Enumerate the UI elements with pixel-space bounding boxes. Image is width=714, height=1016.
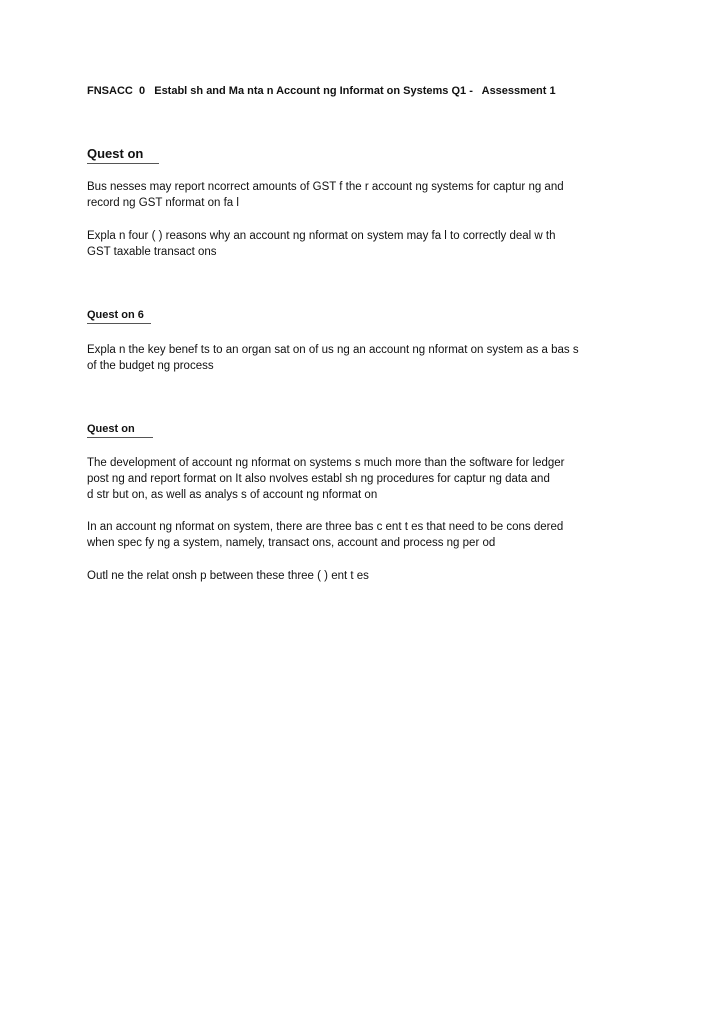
- question-paragraph: In an account ng nformat on system, there are three bas c ent t es that need to be cons dered when spec fy ng a system, namely, transact ons, account and process ng per od: [87, 521, 564, 549]
- question-paragraph: Expla n four ( ) reasons why an account ng nformat on system may fa l to correctly deal w th GST taxable transact ons: [87, 230, 556, 258]
- question-paragraph: Expla n the key benef ts to an organ sat on of us ng an account ng nformat on system as a bas s of the budget ng process: [87, 344, 579, 372]
- question-heading: Quest on: [87, 423, 135, 435]
- question-paragraph: The development of account ng nformat on systems s much more than the software for ledger post ng and report format on It also nvolves establ sh ng procedures for captur ng data and d str but on, as well as analys s of account ng nformat on: [87, 457, 565, 501]
- document-title: FNSACC 0 Establ sh and Ma nta n Account ng Informat on Systems Q1 - Assessment 1: [87, 85, 556, 97]
- question-paragraph: Bus nesses may report ncorrect amounts of GST f the r account ng systems for captur ng and record ng GST nformat on fa l: [87, 181, 564, 209]
- question-heading: Quest on: [87, 146, 144, 161]
- question-heading: Quest on 6: [87, 309, 144, 321]
- question-paragraph: Outl ne the relat onsh p between these three ( ) ent t es: [87, 570, 369, 582]
